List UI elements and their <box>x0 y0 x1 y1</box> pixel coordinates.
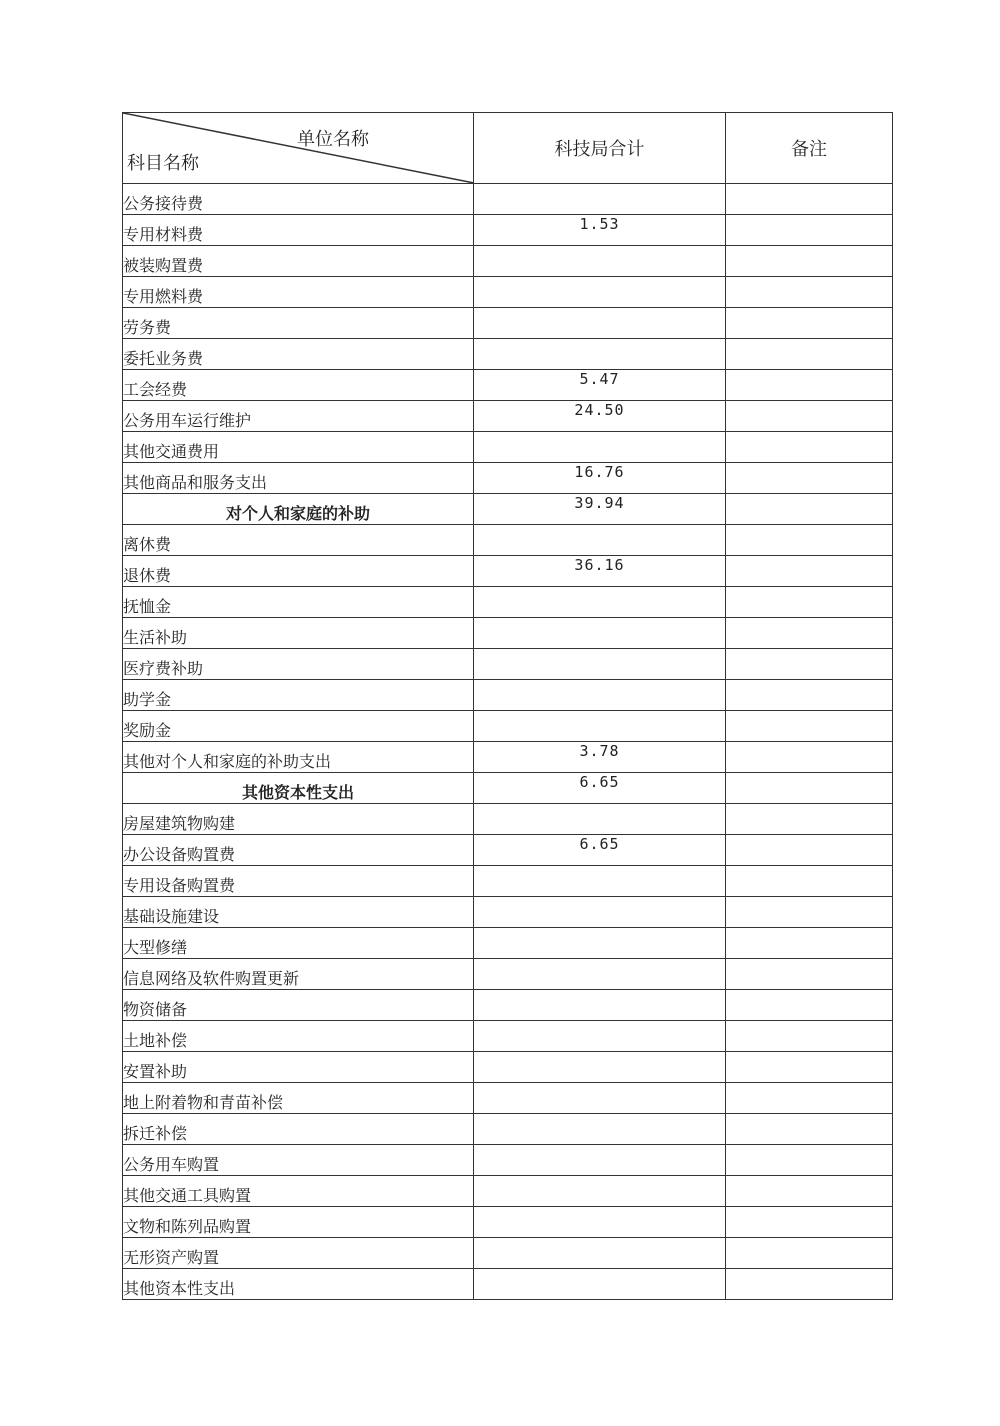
table-row <box>123 804 893 835</box>
table-row <box>123 866 893 897</box>
table-header-row <box>123 113 893 184</box>
note-cell <box>726 401 893 432</box>
table-row <box>123 308 893 339</box>
group-subject-name: 对个人和家庭的补助 <box>123 494 474 525</box>
subject-name: 土地补偿 <box>123 1021 474 1052</box>
total-value <box>474 1114 726 1145</box>
note-cell <box>726 742 893 773</box>
subject-name: 专用设备购置费 <box>123 866 474 897</box>
note-cell <box>726 1083 893 1114</box>
subject-name: 委托业务费 <box>123 339 474 370</box>
note-cell <box>726 246 893 277</box>
table-row <box>123 928 893 959</box>
total-value: 24.50 <box>474 401 726 432</box>
note-cell <box>726 897 893 928</box>
subject-name: 工会经费 <box>123 370 474 401</box>
note-cell <box>726 835 893 866</box>
total-value <box>474 1207 726 1238</box>
subject-name: 其他交通工具购置 <box>123 1176 474 1207</box>
unit-name-label: 单位名称 <box>297 129 369 150</box>
total-value: 5.47 <box>474 370 726 401</box>
table-row <box>123 959 893 990</box>
note-cell <box>726 1021 893 1052</box>
table-row <box>123 1176 893 1207</box>
table-row <box>123 184 893 215</box>
table-row <box>123 1145 893 1176</box>
total-value <box>474 1269 726 1300</box>
total-value <box>474 804 726 835</box>
total-value: 6.65 <box>474 835 726 866</box>
table-row <box>123 1083 893 1114</box>
subject-name: 其他商品和服务支出 <box>123 463 474 494</box>
note-cell <box>726 866 893 897</box>
subject-name: 公务用车购置 <box>123 1145 474 1176</box>
subject-name: 文物和陈列品购置 <box>123 1207 474 1238</box>
note-cell <box>726 1145 893 1176</box>
table-row <box>123 370 893 401</box>
subject-name: 公务接待费 <box>123 184 474 215</box>
table-row <box>123 897 893 928</box>
table-row <box>123 649 893 680</box>
subject-name: 其他资本性支出 <box>123 1269 474 1300</box>
subject-name: 专用材料费 <box>123 215 474 246</box>
note-cell <box>726 556 893 587</box>
total-value <box>474 1145 726 1176</box>
note-cell <box>726 277 893 308</box>
total-value <box>474 618 726 649</box>
total-value <box>474 897 726 928</box>
subject-name: 奖励金 <box>123 711 474 742</box>
subject-name: 离休费 <box>123 525 474 556</box>
total-value <box>474 339 726 370</box>
table-row <box>123 773 893 804</box>
total-value: 36.16 <box>474 556 726 587</box>
table-row <box>123 1269 893 1300</box>
note-cell <box>726 525 893 556</box>
note-cell <box>726 1176 893 1207</box>
note-cell <box>726 1114 893 1145</box>
note-cell <box>726 463 893 494</box>
note-cell <box>726 804 893 835</box>
table-row <box>123 401 893 432</box>
table-row <box>123 1114 893 1145</box>
table-row <box>123 525 893 556</box>
total-value <box>474 246 726 277</box>
total-value <box>474 277 726 308</box>
subject-name: 其他对个人和家庭的补助支出 <box>123 742 474 773</box>
subject-name: 地上附着物和青苗补偿 <box>123 1083 474 1114</box>
total-value <box>474 308 726 339</box>
total-value <box>474 432 726 463</box>
note-cell <box>726 928 893 959</box>
total-value: 1.53 <box>474 215 726 246</box>
subject-name: 物资储备 <box>123 990 474 1021</box>
total-value <box>474 525 726 556</box>
total-value <box>474 587 726 618</box>
total-value <box>474 649 726 680</box>
note-cell <box>726 1269 893 1300</box>
total-value <box>474 1083 726 1114</box>
table-row <box>123 215 893 246</box>
total-value <box>474 1176 726 1207</box>
note-cell <box>726 990 893 1021</box>
table-row <box>123 587 893 618</box>
subject-name: 公务用车运行维护 <box>123 401 474 432</box>
subject-name: 医疗费补助 <box>123 649 474 680</box>
subject-name: 生活补助 <box>123 618 474 649</box>
total-value: 16.76 <box>474 463 726 494</box>
note-cell <box>726 649 893 680</box>
subject-name-label: 科目名称 <box>127 153 199 174</box>
subject-name: 拆迁补偿 <box>123 1114 474 1145</box>
note-cell <box>726 587 893 618</box>
total-value <box>474 990 726 1021</box>
table-row <box>123 742 893 773</box>
subject-name: 信息网络及软件购置更新 <box>123 959 474 990</box>
subject-name: 安置补助 <box>123 1052 474 1083</box>
note-cell <box>726 494 893 525</box>
total-value <box>474 1021 726 1052</box>
diagonal-header-cell <box>123 113 474 184</box>
table-row <box>123 835 893 866</box>
total-value: 39.94 <box>474 494 726 525</box>
table-row <box>123 1021 893 1052</box>
table-row <box>123 680 893 711</box>
total-value <box>474 928 726 959</box>
note-cell <box>726 773 893 804</box>
subject-name: 劳务费 <box>123 308 474 339</box>
note-cell <box>726 308 893 339</box>
note-cell <box>726 618 893 649</box>
note-cell <box>726 1052 893 1083</box>
total-value <box>474 1238 726 1269</box>
table-row <box>123 277 893 308</box>
note-cell <box>726 370 893 401</box>
subject-name: 抚恤金 <box>123 587 474 618</box>
note-column-header: 备注 <box>726 113 893 184</box>
subject-name: 大型修缮 <box>123 928 474 959</box>
table-row <box>123 990 893 1021</box>
table-row <box>123 463 893 494</box>
table-row <box>123 1207 893 1238</box>
subject-name: 专用燃料费 <box>123 277 474 308</box>
total-value <box>474 184 726 215</box>
table-row <box>123 711 893 742</box>
table-row <box>123 339 893 370</box>
table-row <box>123 618 893 649</box>
table-row <box>123 432 893 463</box>
total-value <box>474 1052 726 1083</box>
table-row <box>123 1052 893 1083</box>
note-cell <box>726 680 893 711</box>
note-cell <box>726 1207 893 1238</box>
expenditure-table <box>122 112 893 1300</box>
note-cell <box>726 711 893 742</box>
subject-name: 房屋建筑物购建 <box>123 804 474 835</box>
total-value: 3.78 <box>474 742 726 773</box>
note-cell <box>726 1238 893 1269</box>
subject-name: 基础设施建设 <box>123 897 474 928</box>
subject-name: 被装购置费 <box>123 246 474 277</box>
subject-name: 其他交通费用 <box>123 432 474 463</box>
total-value: 6.65 <box>474 773 726 804</box>
table-row <box>123 494 893 525</box>
table-row <box>123 556 893 587</box>
total-value <box>474 711 726 742</box>
note-cell <box>726 184 893 215</box>
total-column-header: 科技局合计 <box>474 113 726 184</box>
group-subject-name: 其他资本性支出 <box>123 773 474 804</box>
total-value <box>474 866 726 897</box>
table-body <box>123 184 893 1300</box>
subject-name: 助学金 <box>123 680 474 711</box>
table-row <box>123 1238 893 1269</box>
note-cell <box>726 432 893 463</box>
subject-name: 退休费 <box>123 556 474 587</box>
note-cell <box>726 959 893 990</box>
note-cell <box>726 339 893 370</box>
subject-name: 无形资产购置 <box>123 1238 474 1269</box>
total-value <box>474 959 726 990</box>
total-value <box>474 680 726 711</box>
note-cell <box>726 215 893 246</box>
table-row <box>123 246 893 277</box>
subject-name: 办公设备购置费 <box>123 835 474 866</box>
